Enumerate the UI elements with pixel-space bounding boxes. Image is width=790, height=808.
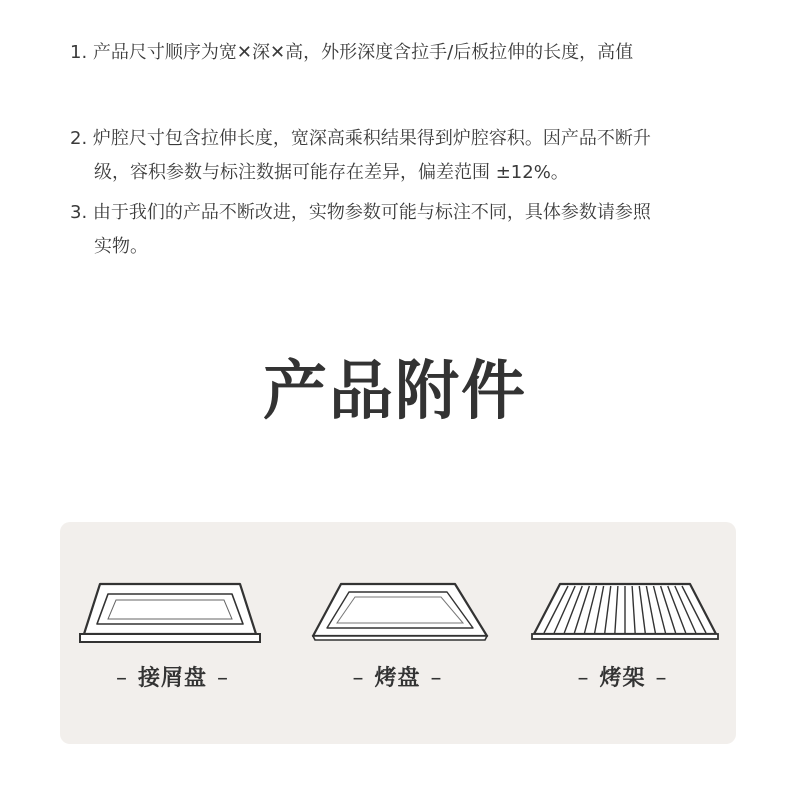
note-text: 炉腔尺寸包含拉伸长度，宽深高乘积结果得到炉腔容积。因产品不断升	[92, 128, 651, 149]
accessory-label	[510, 664, 735, 694]
accessory-grill-rack	[510, 522, 735, 744]
note-text-continued: 实物。	[94, 236, 148, 257]
note-1	[70, 36, 633, 70]
section-title: 产品附件	[263, 355, 527, 429]
note-text: 由于我们的产品不断改进，实物参数可能与标注不同，具体参数请参照	[92, 202, 651, 223]
note-text-continued: 级，容积参数与标注数据可能存在差异，偏差范围 ±12%。	[94, 162, 569, 183]
note-2	[70, 122, 651, 190]
dash-right: –	[217, 666, 229, 691]
accessory-name: 接屑盘	[137, 666, 207, 691]
grill-rack-icon	[510, 574, 735, 654]
crumb-tray-icon	[60, 574, 285, 654]
dash-right: –	[655, 666, 668, 691]
note-text: 产品尺寸顺序为宽✕深✕高，外形深度含拉手/后板拉伸的长度，高值	[92, 42, 634, 63]
accessories-panel	[60, 522, 736, 744]
accessory-label	[60, 664, 285, 694]
baking-tray-icon	[285, 574, 510, 654]
note-number: 2.	[70, 128, 88, 149]
note-3	[70, 196, 651, 264]
dash-left: –	[352, 666, 365, 691]
dash-left: –	[577, 666, 590, 691]
accessory-label	[285, 664, 510, 694]
note-number: 3.	[70, 202, 88, 223]
accessory-name: 烤盘	[374, 666, 421, 691]
dash-left: –	[115, 666, 128, 691]
note-number: 1.	[70, 42, 88, 63]
dash-right: –	[430, 666, 443, 691]
accessory-name: 烤架	[599, 666, 646, 691]
accessory-baking-tray	[285, 522, 510, 744]
accessory-crumb-tray	[60, 522, 285, 744]
